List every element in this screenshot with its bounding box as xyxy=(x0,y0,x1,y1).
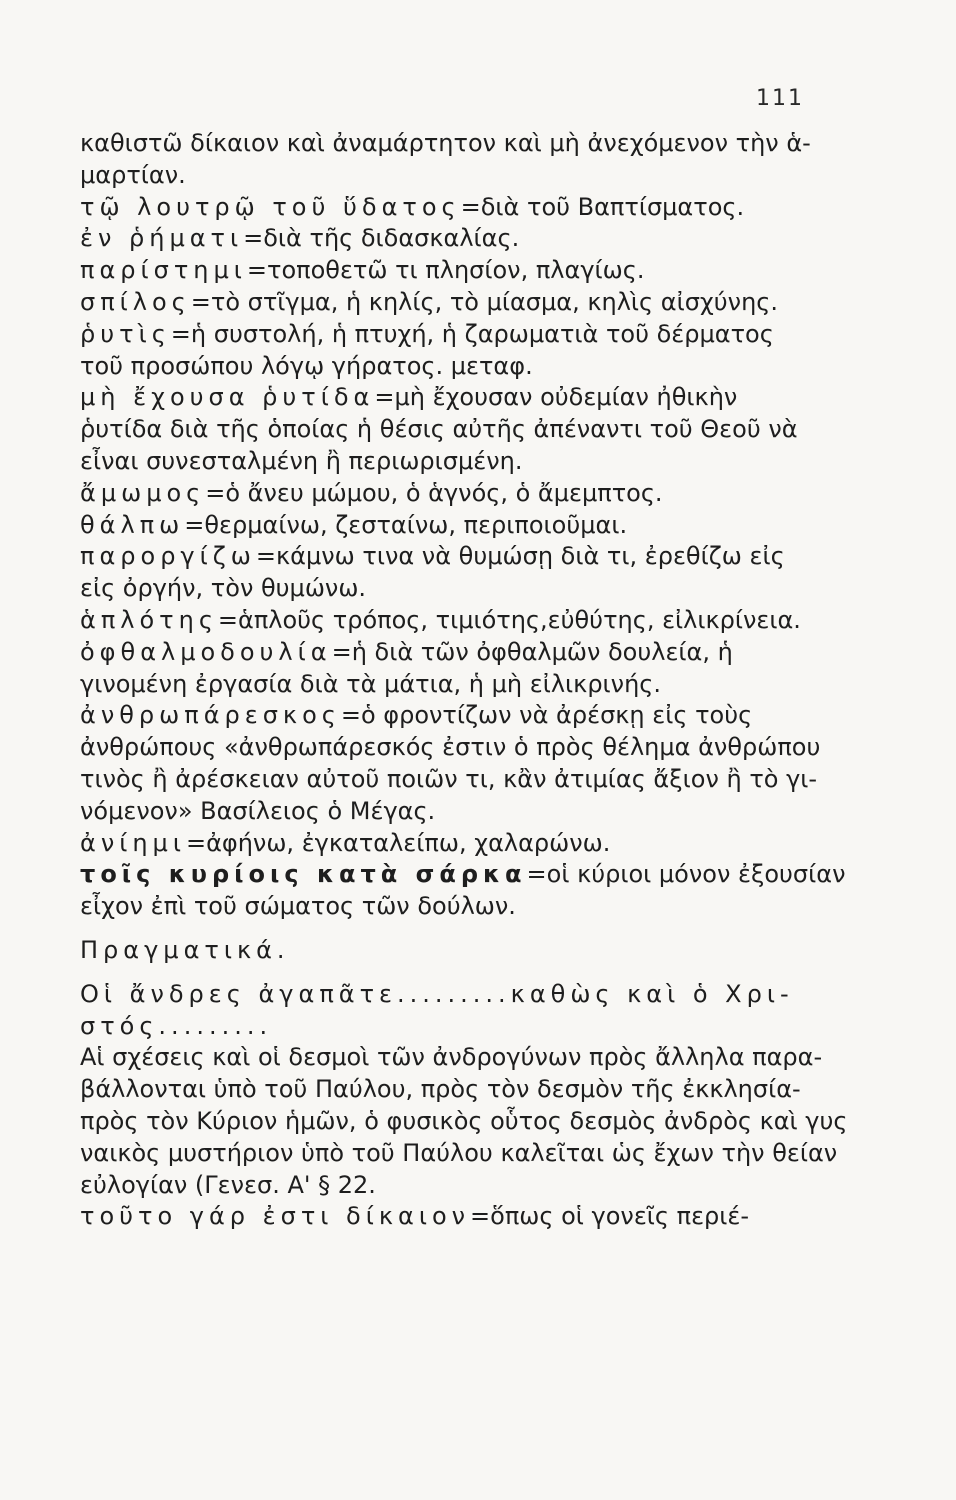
line-text: τοῦ προσώπου λόγῳ γήρατος. μεταφ. xyxy=(80,351,533,380)
text-line xyxy=(80,796,850,828)
line-text: ἀνθρώπους «ἀνθρωπάρεσκός ἐστιν ὁ πρὸς θέλημα ἀνθρώπου xyxy=(80,733,821,762)
gloss-term: τοῖς κυρίοις κατὰ σάρκα xyxy=(80,860,527,889)
line-text: μαρτίαν. xyxy=(80,160,186,189)
gloss-definition: =διὰ τῆς διδασκαλίας. xyxy=(243,224,520,253)
text-line xyxy=(80,732,850,764)
gloss-definition: =τοποθετῶ τι πλησίον, πλαγίως. xyxy=(246,256,645,285)
gloss-definition: =ἡ διὰ τῶν ὀφθαλμῶν δουλεία, ἡ xyxy=(331,637,733,666)
gloss-definition: =ἡ συστολή, ἡ πτυχή, ἡ ζαρωματιὰ τοῦ δέρματος xyxy=(170,319,774,348)
text-line xyxy=(80,414,850,446)
text-line xyxy=(80,669,850,701)
page-number: 111 xyxy=(756,86,804,111)
gloss-term: τῷ λουτρῷ τοῦ ὕδατος xyxy=(80,192,461,221)
paragraph-line: βάλλονται ὑπὸ τοῦ Παύλου, πρὸς τὸν δεσμὸν τῆς ἐκκλησία- xyxy=(80,1075,801,1104)
gloss-term: ἀνθρωπάρεσκος xyxy=(80,701,341,730)
line-text: γινομένη ἐργασία διὰ τὰ μάτια, ἡ μὴ εἰλικρινής. xyxy=(80,669,662,698)
gloss-line xyxy=(80,700,850,732)
gloss-line xyxy=(80,1201,850,1233)
gloss-definition: =ἀφήνω, ἐγκαταλείπω, χαλαρώνω. xyxy=(185,828,611,857)
gloss-definition: =διὰ τοῦ Βαπτίσματος. xyxy=(460,192,745,221)
gloss-term: μὴ ἔχουσα ῥυτίδα xyxy=(80,383,375,412)
gloss-line xyxy=(80,223,850,255)
gloss-definition: =οἱ κύριοι μόνον ἐξουσίαν xyxy=(526,860,846,889)
gloss-definition: =ὁ ἄνευ μώμου, ὁ ἁγνός, ὁ ἄμεμπτος. xyxy=(205,478,663,507)
paragraph-line: εὐλογίαν (Γενεσ. Α' § 22. xyxy=(80,1170,376,1199)
gloss-term: ἄμωμος xyxy=(80,478,206,507)
gloss-term: παρίστημι xyxy=(80,256,247,285)
line-text: καθιστῶ δίκαιον καὶ ἀναμάρτητον καὶ μὴ ἀνεχόμενον τὴν ἁ- xyxy=(80,129,811,157)
line-text: εἶχον ἐπὶ τοῦ σώματος τῶν δούλων. xyxy=(80,892,516,921)
text-line xyxy=(80,351,850,383)
gloss-line xyxy=(80,541,850,573)
gloss-definition: =θερμαίνω, ζεσταίνω, περιποιοῦμαι. xyxy=(184,510,628,539)
section-heading: Πραγματικά. xyxy=(80,935,290,964)
line-text: νόμενον» Βασίλειος ὁ Μέγας. xyxy=(80,796,436,825)
gloss-term: παροργίζω xyxy=(80,542,256,571)
gloss-line xyxy=(80,637,850,669)
gloss-term: ἁπλότης xyxy=(80,605,218,634)
gloss-term: σπίλος xyxy=(80,287,191,316)
gloss-definition: =κάμνω τινα νὰ θυμώσῃ διὰ τι, ἐρεθίζω εἰς xyxy=(255,542,785,571)
gloss-definition: =ὅπως οἱ γονεῖς περιέ- xyxy=(470,1202,750,1231)
line-text: εἰς ὀργήν, τὸν θυμώνω. xyxy=(80,574,367,603)
gloss-term: ἀνίημι xyxy=(80,828,186,857)
gloss-line xyxy=(80,287,850,319)
quote-line: Οἱ ἄνδρες ἀγαπᾶτε.........καθὼς καὶ ὁ Χρι- xyxy=(80,979,794,1008)
gloss-definition: =ἁπλοῦς τρόπος, τιμιότης,εὐθύτης, εἰλικρίνεια. xyxy=(217,605,801,634)
paragraph-line: πρὸς τὸν Κύριον ἡμῶν, ὁ φυσικὸς οὗτος δεσμὸς ἀνδρὸς καὶ γυς xyxy=(80,1106,848,1135)
gloss-definition: =τὸ στῖγμα, ἡ κηλίς, τὸ μίασμα, κηλὶς αἰσχύνης. xyxy=(190,287,778,316)
paragraph-line: Αἱ σχέσεις καὶ οἱ δεσμοὶ τῶν ἀνδρογύνων πρὸς ἄλληλα παρα- xyxy=(80,1043,823,1072)
gloss-term: ὀφθαλμοδουλία xyxy=(80,637,332,666)
gloss-line xyxy=(80,510,850,542)
text-line xyxy=(80,891,850,923)
gloss-line xyxy=(80,255,850,287)
gloss-line xyxy=(80,382,850,414)
line-text: εἶναι συνεσταλμένη ἢ περιωρισμένη. xyxy=(80,446,523,475)
page-body xyxy=(80,128,850,1233)
text-line xyxy=(80,446,850,478)
gloss-definition: =μὴ ἔχουσαν οὐδεμίαν ἠθικὴν xyxy=(374,383,738,412)
gloss-term: ῥυτὶς xyxy=(80,319,171,348)
gloss-term: τοῦτο γάρ ἐστι δίκαιον xyxy=(80,1202,471,1231)
paragraph-line: ναικὸς μυστήριον ὑπὸ τοῦ Παύλου καλεῖται ὡς ἔχων τὴν θείαν xyxy=(80,1138,838,1167)
quote-line: στός......... xyxy=(80,1011,273,1040)
gloss-line xyxy=(80,192,850,224)
gloss-line xyxy=(80,828,850,860)
text-line xyxy=(80,573,850,605)
gloss-definition: =ὁ φροντίζων νὰ ἀρέσκῃ εἰς τοὺς xyxy=(340,701,753,730)
gloss-line xyxy=(80,859,850,891)
text-line xyxy=(80,128,850,160)
gloss-line xyxy=(80,605,850,637)
gloss-line xyxy=(80,319,850,351)
line-text: ῥυτίδα διὰ τῆς ὁποίας ἡ θέσις αὐτῆς ἀπέναντι τοῦ Θεοῦ νὰ xyxy=(80,415,798,444)
text-line xyxy=(80,160,850,192)
gloss-term: ἐν ῥήματι xyxy=(80,224,244,253)
gloss-line xyxy=(80,478,850,510)
text-line xyxy=(80,764,850,796)
line-text: τινὸς ἢ ἀρέσκειαν αὐτοῦ ποιῶν τι, κἂν ἀτιμίας ἄξιον ἢ τὸ γι- xyxy=(80,764,818,793)
gloss-term: θάλπω xyxy=(80,510,185,539)
